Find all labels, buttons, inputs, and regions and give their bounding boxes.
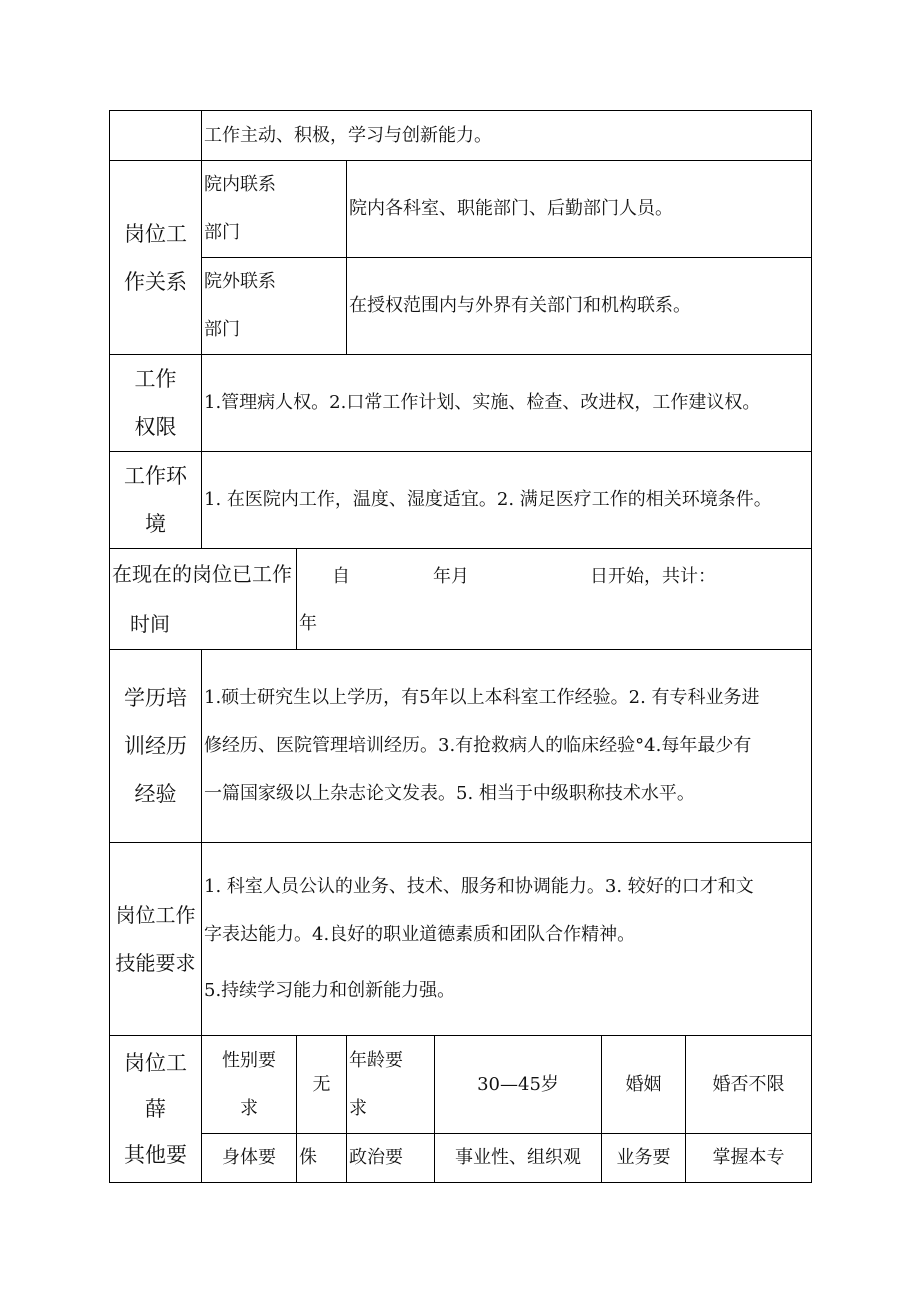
other-row-2	[110, 1134, 812, 1183]
environment-value: 1. 在医院内工作，温度、湿度适宜。2. 满足医疗工作的相关环境条件。	[202, 452, 812, 549]
politics-label: 政治要	[347, 1134, 435, 1183]
authority-header: 工作 权限	[110, 355, 202, 452]
body-label: 身体要	[202, 1134, 297, 1183]
politics-value: 事业性、组织观	[435, 1134, 602, 1183]
other-row-1	[110, 1036, 812, 1134]
education-row	[110, 650, 812, 843]
tenure-start: 日开始，共计：	[590, 566, 716, 587]
education-value: 1.硕士研究生以上学历，有5年以上本科室工作经验。2. 有专科业务进 修经历、医院管理培训经历。3.有抢救病人的临床经验°4.每年最少有 一篇国家级以上杂志论文发表。5. 相当于中级职称技术水平。	[202, 650, 812, 843]
tenure-from: 自	[332, 566, 350, 587]
business-value: 掌握本专	[686, 1134, 812, 1183]
external-contact-value: 在授权范围内与外界有关部门和机构联系。	[347, 258, 812, 355]
tenure-header: 在现在的岗位已工作 时间	[110, 549, 297, 650]
external-contact-label: 院外联系 部门	[202, 258, 347, 355]
internal-contact-value: 院内各科室、职能部门、后勤部门人员。	[347, 161, 812, 258]
continuation-row	[110, 111, 812, 161]
tenure-year-month: 年月	[433, 566, 469, 587]
tenure-years: 年	[299, 613, 317, 634]
relations-row-external	[110, 258, 812, 355]
relations-row-internal	[110, 161, 812, 258]
body-value: 侏	[297, 1134, 347, 1183]
age-value: 30—45岁	[435, 1036, 602, 1134]
education-header: 学历培 训经历 经验	[110, 650, 202, 843]
skills-value: 1. 科室人员公认的业务、技术、服务和协调能力。3. 较好的口才和文 字表达能力。4.良好的职业道德素质和团队合作精神。 5.持续学习能力和创新能力强。	[202, 843, 812, 1036]
environment-row	[110, 452, 812, 549]
gender-value: 无	[297, 1036, 347, 1134]
marriage-value: 婚否不限	[686, 1036, 812, 1134]
business-label: 业务要	[602, 1134, 686, 1183]
other-header: 岗位工 薛 其他要	[110, 1036, 202, 1183]
empty-header-cell	[110, 111, 202, 161]
tenure-row	[110, 549, 812, 650]
authority-row	[110, 355, 812, 452]
job-description-form	[109, 110, 811, 1181]
skills-header: 岗位工作 技能要求	[110, 843, 202, 1036]
form-table	[109, 110, 812, 1183]
age-label: 年龄要 求	[347, 1036, 435, 1134]
gender-label: 性别要 求	[202, 1036, 297, 1134]
skills-row	[110, 843, 812, 1036]
environment-header: 工作环 境	[110, 452, 202, 549]
relations-header: 岗位工 作关系	[110, 161, 202, 355]
tenure-value	[297, 549, 812, 650]
internal-contact-label: 院内联系 部门	[202, 161, 347, 258]
authority-value: 1.管理病人权。2.口常工作计划、实施、检查、改进权，工作建议权。	[202, 355, 812, 452]
marriage-label: 婚姻	[602, 1036, 686, 1134]
continuation-text: 工作主动、积极，学习与创新能力。	[202, 111, 812, 161]
